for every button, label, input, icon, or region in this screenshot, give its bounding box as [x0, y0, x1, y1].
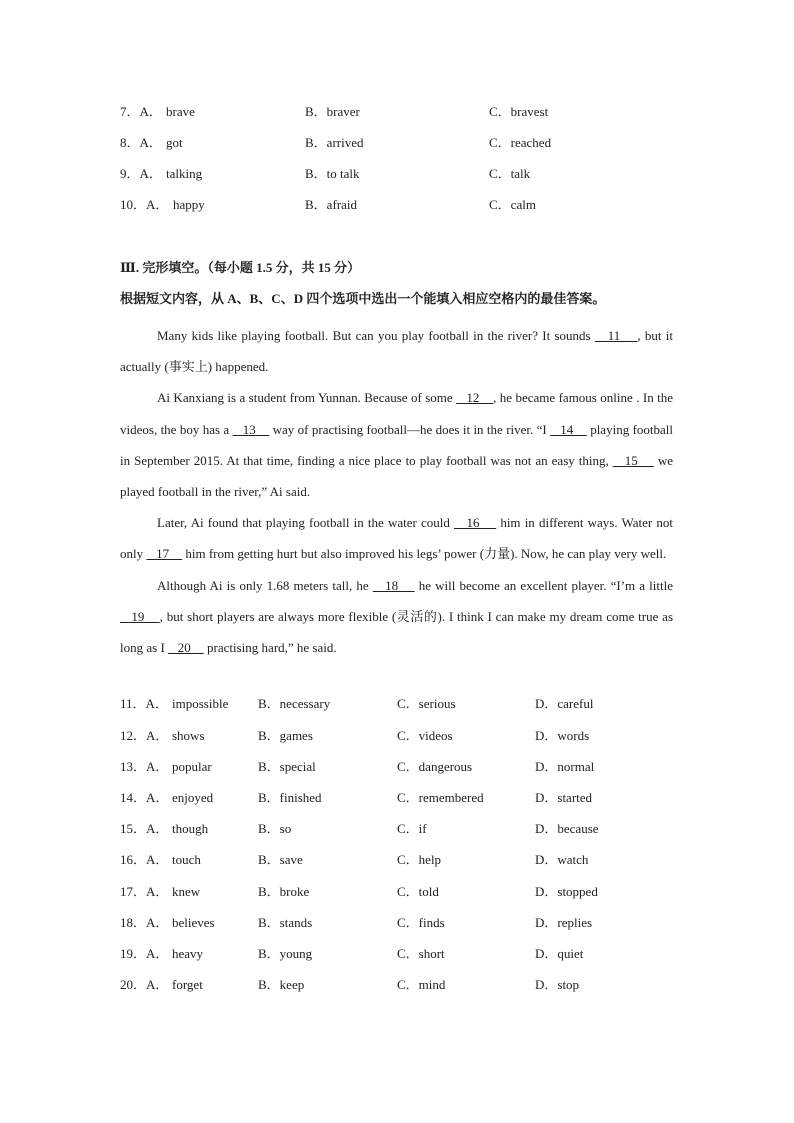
option-a: got: [166, 135, 183, 150]
option-b: B．afraid: [305, 197, 357, 212]
paragraph-2: [120, 382, 673, 507]
option-d: D．started: [535, 790, 593, 805]
blank-14: 14: [550, 421, 587, 437]
option-b: B．so: [258, 821, 292, 836]
question-17: [120, 882, 680, 902]
question-number-option-a-label: 17．A．: [120, 884, 169, 899]
option-d: D．stop: [535, 977, 580, 992]
question-number-option-a-label: 13．A．: [120, 759, 169, 774]
option-c: C．dangerous: [397, 759, 473, 774]
question-number-option-a-label: 9．A．: [120, 166, 162, 181]
option-c: C．calm: [489, 197, 536, 212]
question-12: [120, 726, 680, 746]
question-number-option-a-label: 12．A．: [120, 728, 169, 743]
option-a: brave: [166, 104, 195, 119]
passage-text: him from getting hurt but also improved his legs’ power (力量). Now, he can play very well.: [182, 546, 667, 562]
passage-text: Although Ai is only 1.68 meters tall, he: [157, 577, 373, 593]
section-instruction: 根据短文内容，从 A、B、C、D 四个选项中选出一个能填入相应空格内的最佳答案。: [120, 291, 606, 306]
option-d: D．words: [535, 728, 590, 743]
passage-text: Ai Kanxiang is a student from Yunnan. Because of some: [157, 390, 457, 406]
question-14: [120, 788, 680, 808]
question-7: [120, 102, 680, 122]
question-16: [120, 850, 680, 870]
question-number-option-a-label: 20．A．: [120, 977, 169, 992]
option-b: B．save: [258, 852, 303, 867]
option-c: C．mind: [397, 977, 446, 992]
option-a: impossible: [172, 696, 229, 711]
blank-13: 13: [232, 421, 270, 437]
option-b: B．braver: [305, 104, 360, 119]
question-18: [120, 913, 680, 933]
option-c: C．help: [397, 852, 442, 867]
option-d: D．replies: [535, 915, 593, 930]
option-c: C．talk: [489, 166, 531, 181]
question-number-option-a-label: 18．A．: [120, 915, 169, 930]
section-title: Ⅲ. 完形填空。（每小题 1.5 分，共 15 分）: [120, 260, 361, 275]
paragraph-1: [120, 320, 673, 382]
option-a: enjoyed: [172, 790, 214, 805]
blank-16: 16: [454, 515, 497, 531]
option-b: B．arrived: [305, 135, 364, 150]
option-d: D．normal: [535, 759, 595, 774]
option-c: C．serious: [397, 696, 456, 711]
passage-text: we played football in the river,” Ai said.: [120, 452, 673, 500]
option-b: B．stands: [258, 915, 313, 930]
passage-text: , but it actually (事实上) happened.: [120, 328, 673, 375]
passage-text: , he became famous online . In the videos, the boy has a: [120, 390, 674, 437]
question-9: [120, 164, 680, 184]
option-d: D．careful: [535, 696, 594, 711]
option-c: C．remembered: [397, 790, 484, 805]
question-number-option-a-label: 19．A．: [120, 946, 169, 961]
paragraph-4: [120, 570, 673, 664]
option-b: B．keep: [258, 977, 305, 992]
passage-text: , but short players are always more flexible (灵活的). I think I can make my dream come true as long as I: [120, 608, 674, 656]
option-b: B．special: [258, 759, 316, 774]
option-a: shows: [172, 728, 205, 743]
option-b: B．finished: [258, 790, 322, 805]
question-number-option-a-label: 15．A．: [120, 821, 169, 836]
question-number-option-a-label: 11．A．: [120, 696, 168, 711]
question-number-option-a-label: 7．A．: [120, 104, 162, 119]
question-number-option-a-label: 16．A．: [120, 852, 169, 867]
question-number-option-a-label: 8．A．: [120, 135, 162, 150]
option-b: B．necessary: [258, 696, 331, 711]
option-a: heavy: [172, 946, 204, 961]
question-11: [120, 694, 680, 714]
passage-text: playing football in September 2015. At that time, finding a nice place to play football was not an easy thing,: [120, 421, 674, 468]
option-b: B．young: [258, 946, 313, 961]
question-8: [120, 133, 680, 153]
option-a: happy: [173, 197, 205, 212]
passage-text: he will become an excellent player. “I’m a little: [414, 577, 673, 593]
blank-19: 19: [120, 608, 160, 624]
option-c: C．bravest: [489, 104, 549, 119]
question-19: [120, 944, 680, 964]
question-15: [120, 819, 680, 839]
option-c: C．finds: [397, 915, 445, 930]
option-b: B．games: [258, 728, 313, 743]
passage-text: Later, Ai found that playing football in the water could: [157, 515, 455, 531]
option-d: D．watch: [535, 852, 589, 867]
option-c: C．if: [397, 821, 427, 836]
option-c: C．told: [397, 884, 439, 899]
paragraph-3: [120, 507, 673, 569]
passage-text: way of practising football—he does it in the river. “I: [269, 421, 551, 437]
blank-18: 18: [372, 577, 415, 593]
option-d: D．because: [535, 821, 599, 836]
passage-text: him in different ways. Water not only: [120, 515, 674, 562]
passage-text: practising hard,” he said.: [203, 640, 337, 656]
blank-15: 15: [612, 452, 654, 468]
cloze-passage: [120, 320, 673, 663]
option-a: believes: [172, 915, 215, 930]
option-a: touch: [172, 852, 201, 867]
blank-17: 17: [146, 546, 183, 562]
option-c: C．short: [397, 946, 445, 961]
question-10: [120, 195, 680, 215]
question-20: [120, 975, 680, 995]
option-d: D．stopped: [535, 884, 598, 899]
option-a: popular: [172, 759, 212, 774]
option-d: D．quiet: [535, 946, 584, 961]
option-a: talking: [166, 166, 203, 181]
option-a: forget: [172, 977, 203, 992]
blank-11: 11: [594, 328, 638, 343]
option-b: B．broke: [258, 884, 310, 899]
blank-20: 20: [168, 640, 204, 656]
question-13: [120, 757, 680, 777]
passage-text: Many kids like playing football. But can you play football in the river? It sounds: [157, 328, 595, 343]
option-b: B．to talk: [305, 166, 360, 181]
option-a: knew: [172, 884, 201, 899]
option-a: though: [172, 821, 209, 836]
option-c: C．reached: [489, 135, 552, 150]
option-c: C．videos: [397, 728, 453, 743]
blank-12: 12: [456, 390, 494, 406]
question-number-option-a-label: 10．A．: [120, 197, 169, 212]
question-number-option-a-label: 14．A．: [120, 790, 169, 805]
